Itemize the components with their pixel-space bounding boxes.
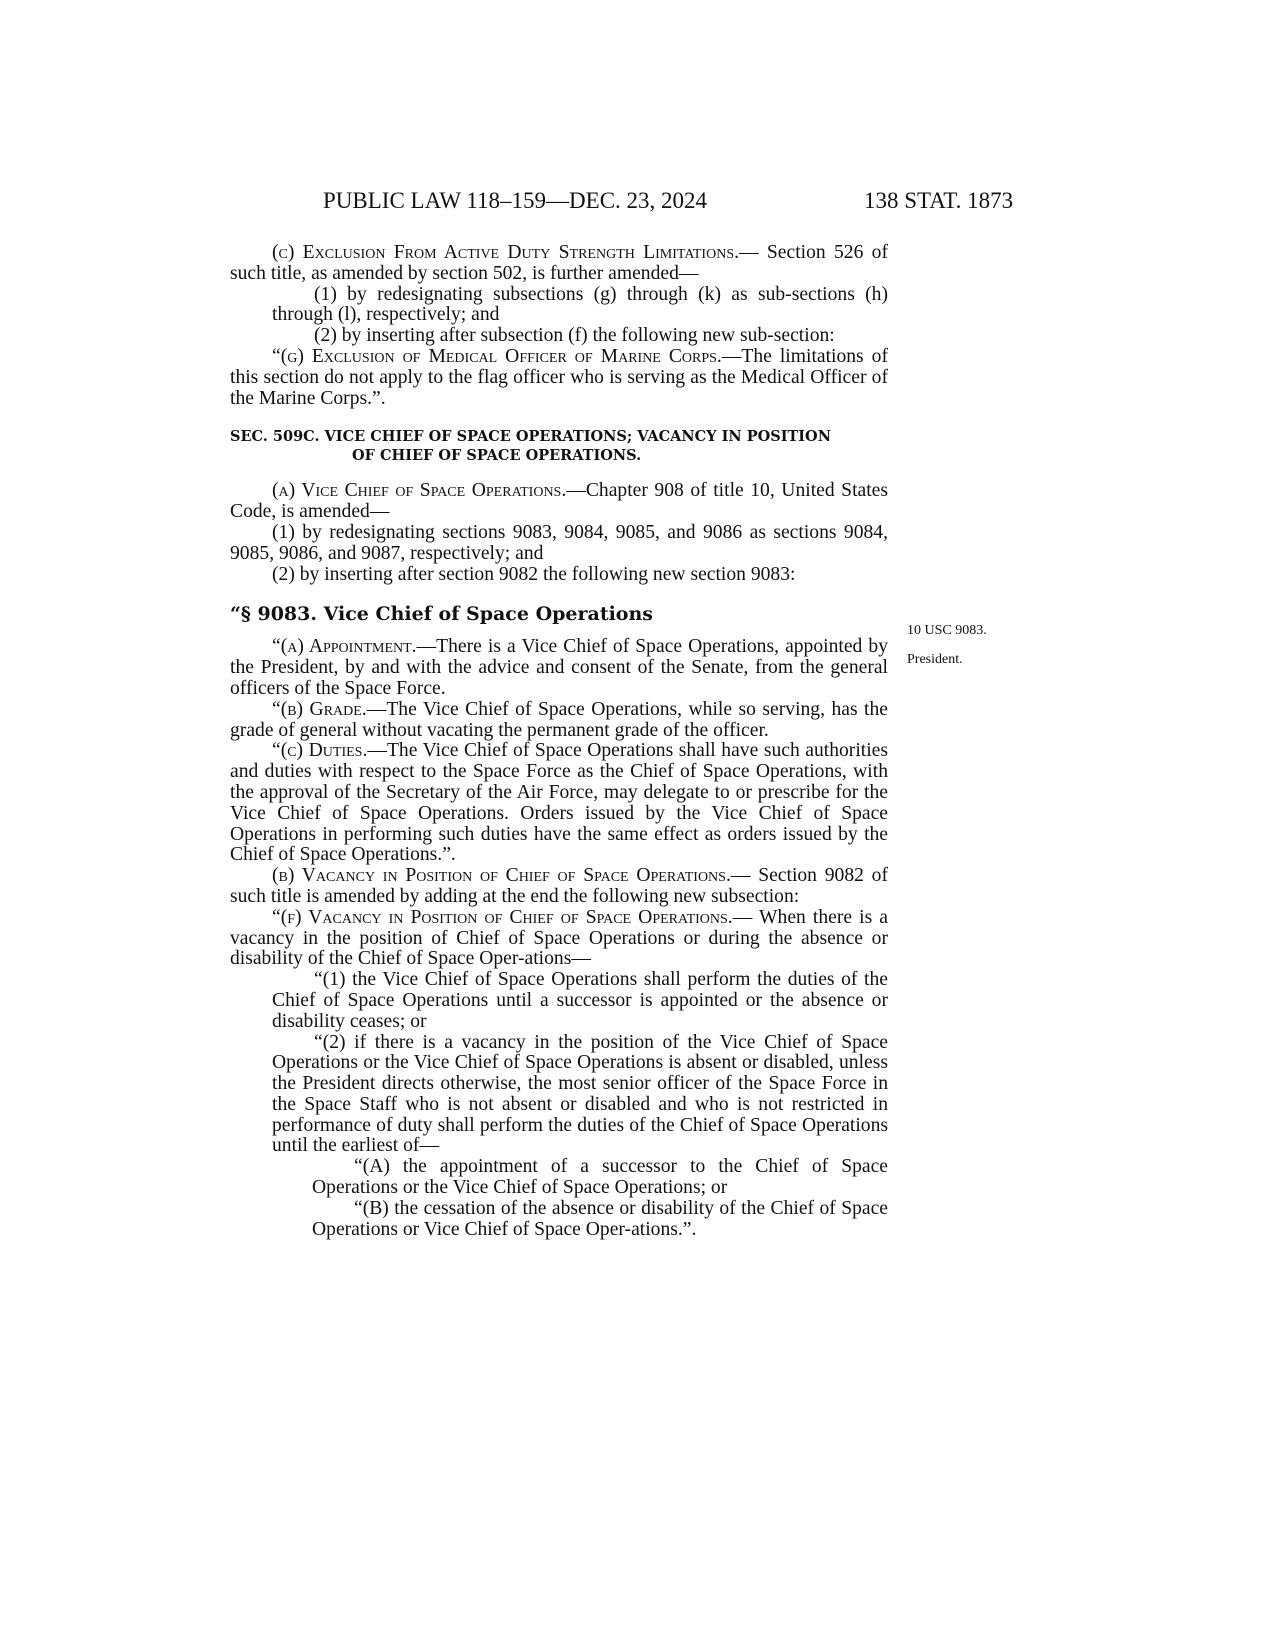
text-b: Section 9082 of such title is amended by adding at the end the following new subsection: [230, 865, 888, 907]
text-f: When there is a vacancy in the position of Chief of Space Operations or during the absence or disability of the Chief of Space Oper-ations— [230, 906, 889, 970]
paragraph-fA: “(A) the appointment of a successor to the Chief of Space Operations or the Vice Chief of Space Operations; or [312, 1156, 888, 1199]
text-sb: The Vice Chief of Space Operations, while so serving, has the grade of general without vacating the permanent grade of the officer. [230, 698, 888, 741]
paragraph-c1: (1) by redesignating subsections (g) through (k) as sub-sections (h) through (l), respectively; and [272, 283, 888, 326]
text-c: Section 526 of such title, as amended by section 502, is further amended— [230, 242, 888, 284]
section-heading-line2: OF CHIEF OF SPACE OPERATIONS. [352, 447, 642, 465]
heading-sa: “(a) Appointment.— [272, 636, 437, 658]
section-heading [230, 427, 888, 465]
header-stat-page: 138 STAT. 1873 [864, 188, 1014, 213]
heading-g: “(g) Exclusion of Medical Officer of Marine Corps.— [272, 345, 742, 367]
paragraph-sc [230, 741, 888, 866]
page-header [0, 188, 1275, 228]
heading-sb: “(b) Grade.— [272, 698, 387, 720]
paragraph-fB: “(B) the cessation of the absence or disability of the Chief of Space Operations or Vice Chief of Space Oper-ations.”. [312, 1197, 888, 1240]
paragraph-f2: “(2) if there is a vacancy in the position of the Vice Chief of Space Operations or the Vice Chief of Space Operations is absent or disabled, unless the President directs otherwise, the most senior officer of the Space Force in the Space Staff who is not absent or disabled and who is not restricted in performance of duty shall perform the duties of the Chief of Space Operations until the earliest of— [272, 1031, 888, 1157]
paragraph-c2: (2) by inserting after subsection (f) the following new sub-section: [314, 325, 835, 347]
paragraph-f1: “(1) the Vice Chief of Space Operations shall perform the duties of the Chief of Space Operations until a successor is appointed or the absence or disability ceases; or [272, 969, 888, 1032]
heading-sc: “(c) Duties.— [272, 740, 387, 762]
paragraph-f [230, 908, 888, 970]
text-a: Chapter 908 of title 10, United States Code, is amended— [230, 480, 888, 523]
paragraph-g [230, 347, 888, 409]
heading-f: “(f) Vacancy in Position of Chief of Space Operations.— [272, 906, 753, 928]
document-body [230, 243, 888, 1240]
text-sc: The Vice Chief of Space Operations shall have such authorities and duties with respect to the Space Force as the Chief of Space Operations, with the approval of the Secretary of the Air Force, may delegate to or prescribe for the Vice Chief of Space Operations. Orders issued by the Vice Chief of Space Operations in performing such duties have the same effect as orders issued by the Chief of Space Operations.”. [230, 740, 888, 866]
paragraph-a2: (2) by inserting after section 9082 the following new section 9083: [272, 563, 796, 585]
paragraph-sb [230, 700, 888, 742]
paragraph-c [230, 243, 888, 285]
header-title: PUBLIC LAW 118–159—DEC. 23, 2024 [323, 188, 708, 213]
paragraph-b [230, 866, 888, 908]
text-sa: There is a Vice Chief of Space Operations, appointed by the President, by and with the advice and consent of the Senate, from the general officers of the Space Force. [230, 636, 888, 699]
section-heading-line1: SEC. 509C. VICE CHIEF OF SPACE OPERATIONS; VACANCY IN POSITION [230, 428, 831, 446]
margin-note-president: President. [907, 652, 963, 667]
heading-a: (a) Vice Chief of Space Operations.— [272, 480, 586, 502]
text-g: The limitations of this section do not apply to the flag officer who is serving as the Medical Officer of the Marine Corps.”. [230, 345, 888, 409]
margin-note-usc: 10 USC 9083. [907, 623, 987, 638]
heading-c: (c) Exclusion From Active Duty Strength Limitations.— [272, 242, 759, 263]
paragraph-sa [230, 637, 888, 699]
paragraph-a [230, 481, 888, 523]
heading-b: (b) Vacancy in Position of Chief of Space Operations.— [272, 865, 751, 887]
paragraph-a1: (1) by redesignating sections 9083, 9084, 9085, and 9086 as sections 9084, 9085, 9086, and 9087, respectively; and [230, 521, 888, 564]
subsection-title: “§ 9083. Vice Chief of Space Operations [230, 603, 653, 626]
